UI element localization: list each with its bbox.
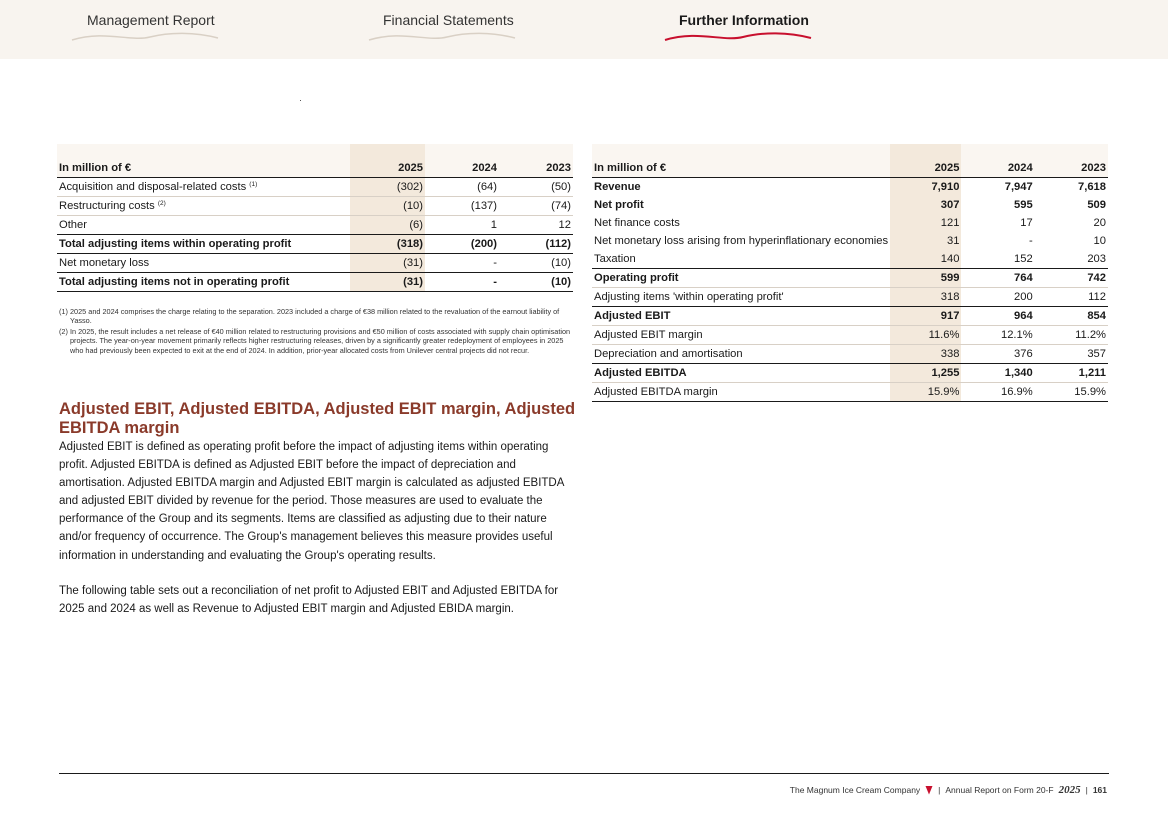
tab-management-report[interactable]: Management Report	[87, 12, 215, 28]
cell-2024: 17	[1020, 217, 1033, 229]
cell-2025: (31)	[350, 273, 425, 292]
cell-2024: 376	[961, 345, 1034, 364]
footer-separator: |	[1085, 785, 1088, 795]
column-header: 2024	[961, 144, 1034, 178]
column-header: In million of €	[592, 144, 890, 178]
page-number: 161	[1092, 785, 1107, 795]
cell-2023: 112	[1035, 288, 1108, 307]
column-header: In million of €	[57, 144, 350, 178]
cell-2024: 12.1%	[961, 326, 1034, 345]
row-label: Net finance costs	[594, 217, 680, 229]
row-label: Net profit	[594, 199, 644, 211]
row-label: Depreciation and amortisation	[592, 345, 890, 364]
cell-2023: 11.2%	[1035, 326, 1108, 345]
tab-underline-wave	[70, 30, 220, 44]
table-row	[592, 250, 1108, 269]
cell-2024: -	[493, 257, 497, 269]
cell-2025: (318)	[350, 235, 425, 254]
cell-2023: 7,618	[1078, 181, 1106, 193]
cell-2025: (31)	[350, 254, 425, 273]
table-row-subtotal	[592, 364, 1108, 383]
body-paragraph: The following table sets out a reconciliation of net profit to Adjusted EBIT and Adjusted EBITDA for 2025 and 2024 as well as Revenue to Adjusted EBIT margin and Adjusted EBIDA margin.	[59, 585, 559, 616]
cell-2023: 203	[1035, 250, 1108, 269]
cell-2024: 200	[961, 288, 1034, 307]
row-label: Revenue	[594, 181, 641, 193]
stray-dot	[300, 100, 301, 101]
cell-2025: (6)	[350, 216, 425, 235]
cell-2025: 307	[890, 196, 961, 214]
column-header: 2025	[350, 144, 425, 178]
table-row	[592, 326, 1108, 345]
page-footer	[790, 784, 1107, 796]
tab-further-information[interactable]: Further Information	[679, 12, 809, 28]
column-header: 2025	[890, 144, 961, 178]
row-label: Other	[59, 219, 87, 231]
row-label: Taxation	[592, 250, 890, 269]
cell-2025: 7,910	[890, 178, 961, 197]
table-row	[592, 196, 1108, 214]
table-row	[592, 288, 1108, 307]
row-label: Adjusted EBITDA	[592, 364, 890, 383]
cell-2024: 7,947	[1004, 181, 1033, 193]
cell-2024: (64)	[425, 178, 499, 197]
cell-2024: 595	[1014, 199, 1033, 211]
cell-2024: -	[425, 273, 499, 292]
cell-2023: (10)	[499, 273, 573, 292]
row-label: Total adjusting items not in operating profit	[57, 273, 350, 292]
cell-2023: (74)	[499, 197, 573, 216]
cell-2023: 357	[1035, 345, 1108, 364]
table-row	[57, 197, 573, 216]
cell-2025: 121	[890, 214, 961, 232]
cell-2023: 509	[1087, 199, 1106, 211]
row-label: Net monetary loss	[59, 257, 150, 269]
table-row	[592, 232, 1108, 250]
table-row	[592, 214, 1108, 232]
cell-2023: (112)	[499, 235, 573, 254]
footer-company: The Magnum Ice Cream Company	[789, 785, 921, 795]
column-header: 2023	[499, 144, 573, 178]
table-row-total	[57, 235, 573, 254]
table-row-total	[57, 273, 573, 292]
row-label: Acquisition and disposal-related costs $^{(1)}$	[57, 178, 350, 197]
cell-2024: 1,340	[961, 364, 1034, 383]
body-paragraph: Adjusted EBIT is defined as operating profit before the impact of adjusting items within operating profit. Adjusted EBITDA is defined as Adjusted EBIT before the impact of depreciation and amortisation. Adjusted EBITDA margin and Adjusted EBIT margin is calculated as adjusted EBITDA and adjusted EBIT divided by revenue for the period. Those measures are used to evaluate the performance of the Group and its segments. Items are classified as adjusting due to their nature and/or frequency of occurrence. The Group's management believes this measure provides useful information in understanding and evaluating the Group's operating results.	[59, 441, 564, 562]
footnote-1: (1) 2025 and 2024 comprises the charge relating to the separation. 2023 included a charge of €38 million related to the revaluation of the earnout liability of Yasso.	[59, 307, 560, 326]
cell-2024: 152	[961, 250, 1034, 269]
table-row-subtotal	[592, 269, 1108, 288]
tab-underline-wave-active	[663, 30, 813, 44]
footer-separator: |	[938, 785, 941, 795]
cell-2023: 854	[1035, 307, 1108, 326]
cell-2025: 31	[890, 232, 961, 250]
row-label: Restructuring costs $^{(2)}$	[57, 197, 350, 216]
cell-2025: 917	[890, 307, 961, 326]
table-row	[57, 178, 573, 197]
cell-2024: (137)	[425, 197, 499, 216]
cell-2023: 20	[1093, 217, 1106, 229]
cell-2023: 742	[1035, 269, 1108, 288]
cell-2023: 1,211	[1035, 364, 1108, 383]
table-row-subtotal	[592, 307, 1108, 326]
table-row	[57, 216, 573, 235]
column-header: 2024	[425, 144, 499, 178]
magnum-heart-icon	[925, 785, 933, 795]
table-header-row	[592, 144, 1108, 178]
row-label: Adjusted EBIT margin	[592, 326, 890, 345]
cell-2023: (10)	[551, 257, 571, 269]
table-row	[592, 178, 1108, 197]
cell-2025: 599	[890, 269, 961, 288]
cell-2024: 964	[961, 307, 1034, 326]
column-header: 2023	[1035, 144, 1108, 178]
cell-2025: (302)	[350, 178, 425, 197]
tab-underline-wave	[367, 30, 517, 44]
adjusting-items-table	[57, 144, 573, 292]
footnote-2: (2) In 2025, the result includes a net release of €40 million related to restructuring provisions and €50 million of costs associated with supply chain optimisation projects. The year-on-year movement primarily reflects higher restructuring releases, driven by a significantly greater redeployment of employees in 2025 who had previously been expected to exit at the end of 2024. In addition, prior-year allocated costs from Unilever central projects did not recur.	[59, 327, 571, 355]
cell-2025: 11.6%	[890, 326, 961, 345]
adjusted-ebit-reconciliation-table	[592, 144, 1108, 402]
cell-2025: 15.9%	[890, 383, 961, 402]
footer-report: Annual Report on Form 20-F	[945, 785, 1054, 795]
table-row	[592, 383, 1108, 402]
cell-2024: (200)	[425, 235, 499, 254]
table-row	[592, 345, 1108, 364]
tab-financial-statements[interactable]: Financial Statements	[383, 12, 514, 28]
cell-2024: 764	[961, 269, 1034, 288]
cell-2025: (10)	[350, 197, 425, 216]
cell-2025: 1,255	[890, 364, 961, 383]
row-label: Operating profit	[592, 269, 890, 288]
cell-2025: 318	[890, 288, 961, 307]
cell-2025: 338	[890, 345, 961, 364]
cell-2023: 15.9%	[1035, 383, 1108, 402]
row-label: Net monetary loss arising from hyperinflationary economies	[594, 235, 889, 247]
row-label: Adjusted EBIT	[592, 307, 890, 326]
cell-2023: 12	[558, 219, 571, 231]
cell-2023: 10	[1093, 235, 1106, 247]
row-label: Adjusting items 'within operating profit'	[592, 288, 890, 307]
cell-2024: 16.9%	[961, 383, 1034, 402]
footer-divider	[59, 773, 1109, 774]
cell-2024: -	[1028, 235, 1033, 247]
row-label: Adjusted EBITDA margin	[592, 383, 890, 402]
top-navigation	[0, 0, 1168, 59]
cell-2025: 140	[890, 250, 961, 269]
cell-2023: (50)	[499, 178, 573, 197]
row-label: Total adjusting items within operating profit	[57, 235, 350, 254]
table-row	[57, 254, 573, 273]
footer-year: 2025	[1058, 784, 1081, 796]
cell-2024: 1	[490, 219, 497, 231]
table-header-row	[57, 144, 573, 178]
section-heading: Adjusted EBIT, Adjusted EBITDA, Adjusted EBIT margin, Adjusted EBITDA margin	[59, 400, 576, 437]
